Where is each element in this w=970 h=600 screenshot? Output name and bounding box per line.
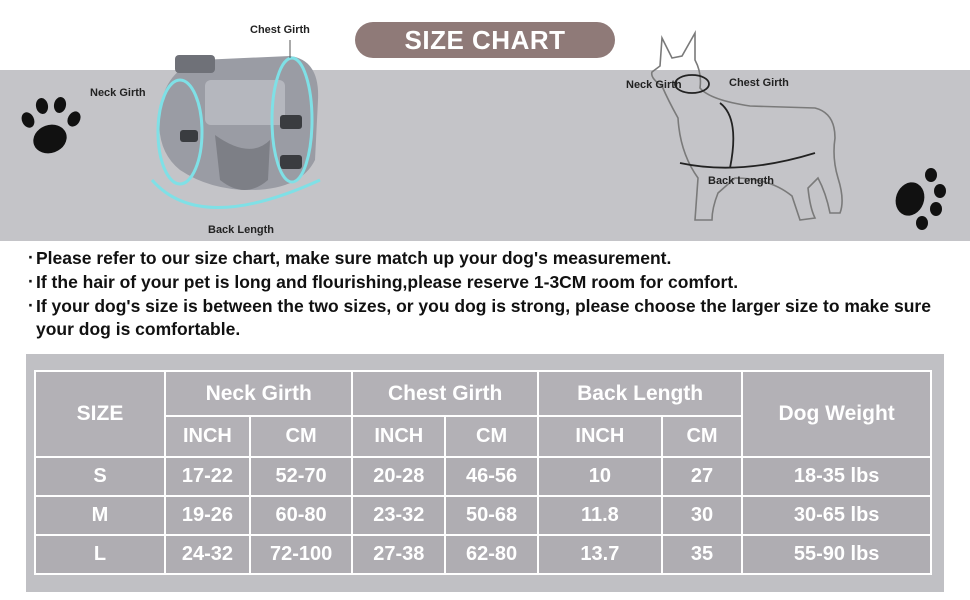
weight-cell: 55-90 lbs — [742, 535, 931, 574]
size-table — [34, 370, 932, 575]
size-cell: M — [35, 496, 165, 535]
table-cell: 19-26 — [165, 496, 250, 535]
dog-chest-label: Chest Girth — [729, 77, 789, 89]
weight-cell: 18-35 lbs — [742, 457, 931, 496]
paw-print-icon — [18, 95, 84, 161]
unit-header: CM — [250, 416, 353, 457]
size-cell: L — [35, 535, 165, 574]
table-row — [35, 496, 931, 535]
weight-cell: 30-65 lbs — [742, 496, 931, 535]
table-cell: 23-32 — [352, 496, 445, 535]
page-title: SIZE CHART — [355, 22, 615, 58]
table-cell: 52-70 — [250, 457, 353, 496]
table-row — [35, 535, 931, 574]
paw-print-icon — [884, 165, 950, 231]
table-cell: 24-32 — [165, 535, 250, 574]
table-cell: 35 — [662, 535, 743, 574]
unit-header: INCH — [352, 416, 445, 457]
instruction-text: · If the hair of your pet is long and flourishing,please reserve 1-3CM room for comfort. — [28, 271, 963, 294]
table-cell: 62-80 — [445, 535, 538, 574]
unit-header: CM — [662, 416, 743, 457]
back-length-header: Back Length — [538, 371, 742, 416]
harness-back-label: Back Length — [208, 224, 275, 236]
table-cell: 11.8 — [538, 496, 662, 535]
unit-header: INCH — [538, 416, 662, 457]
table-cell: 10 — [538, 457, 662, 496]
chest-girth-header: Chest Girth — [352, 371, 538, 416]
harness-illustration — [140, 40, 330, 225]
neck-girth-header: Neck Girth — [165, 371, 352, 416]
size-cell: S — [35, 457, 165, 496]
table-row — [35, 457, 931, 496]
table-cell: 17-22 — [165, 457, 250, 496]
table-cell: 13.7 — [538, 535, 662, 574]
unit-header: CM — [445, 416, 538, 457]
harness-neck-label: Neck Girth — [90, 87, 146, 99]
table-cell: 50-68 — [445, 496, 538, 535]
table-cell: 27 — [662, 457, 743, 496]
table-cell: 30 — [662, 496, 743, 535]
harness-chest-label: Chest Girth — [250, 24, 310, 36]
size-header: SIZE — [35, 371, 165, 457]
table-cell: 20-28 — [352, 457, 445, 496]
table-cell: 60-80 — [250, 496, 353, 535]
instruction-text: · If your dog's size is between the two sizes, or you dog is strong, please choose the larger size to make sure your dog is comfortable. — [28, 295, 963, 341]
size-table-panel — [26, 354, 944, 592]
dog-neck-label: Neck Girth — [626, 79, 682, 91]
table-cell: 46-56 — [445, 457, 538, 496]
dog-weight-header: Dog Weight — [742, 371, 931, 457]
instructions — [28, 247, 963, 342]
dog-outline-illustration — [640, 28, 855, 228]
instruction-text: · Please refer to our size chart, make sure match up your dog's measurement. — [28, 247, 963, 270]
dog-back-label: Back Length — [708, 175, 775, 187]
unit-header: INCH — [165, 416, 250, 457]
table-cell: 27-38 — [352, 535, 445, 574]
table-cell: 72-100 — [250, 535, 353, 574]
